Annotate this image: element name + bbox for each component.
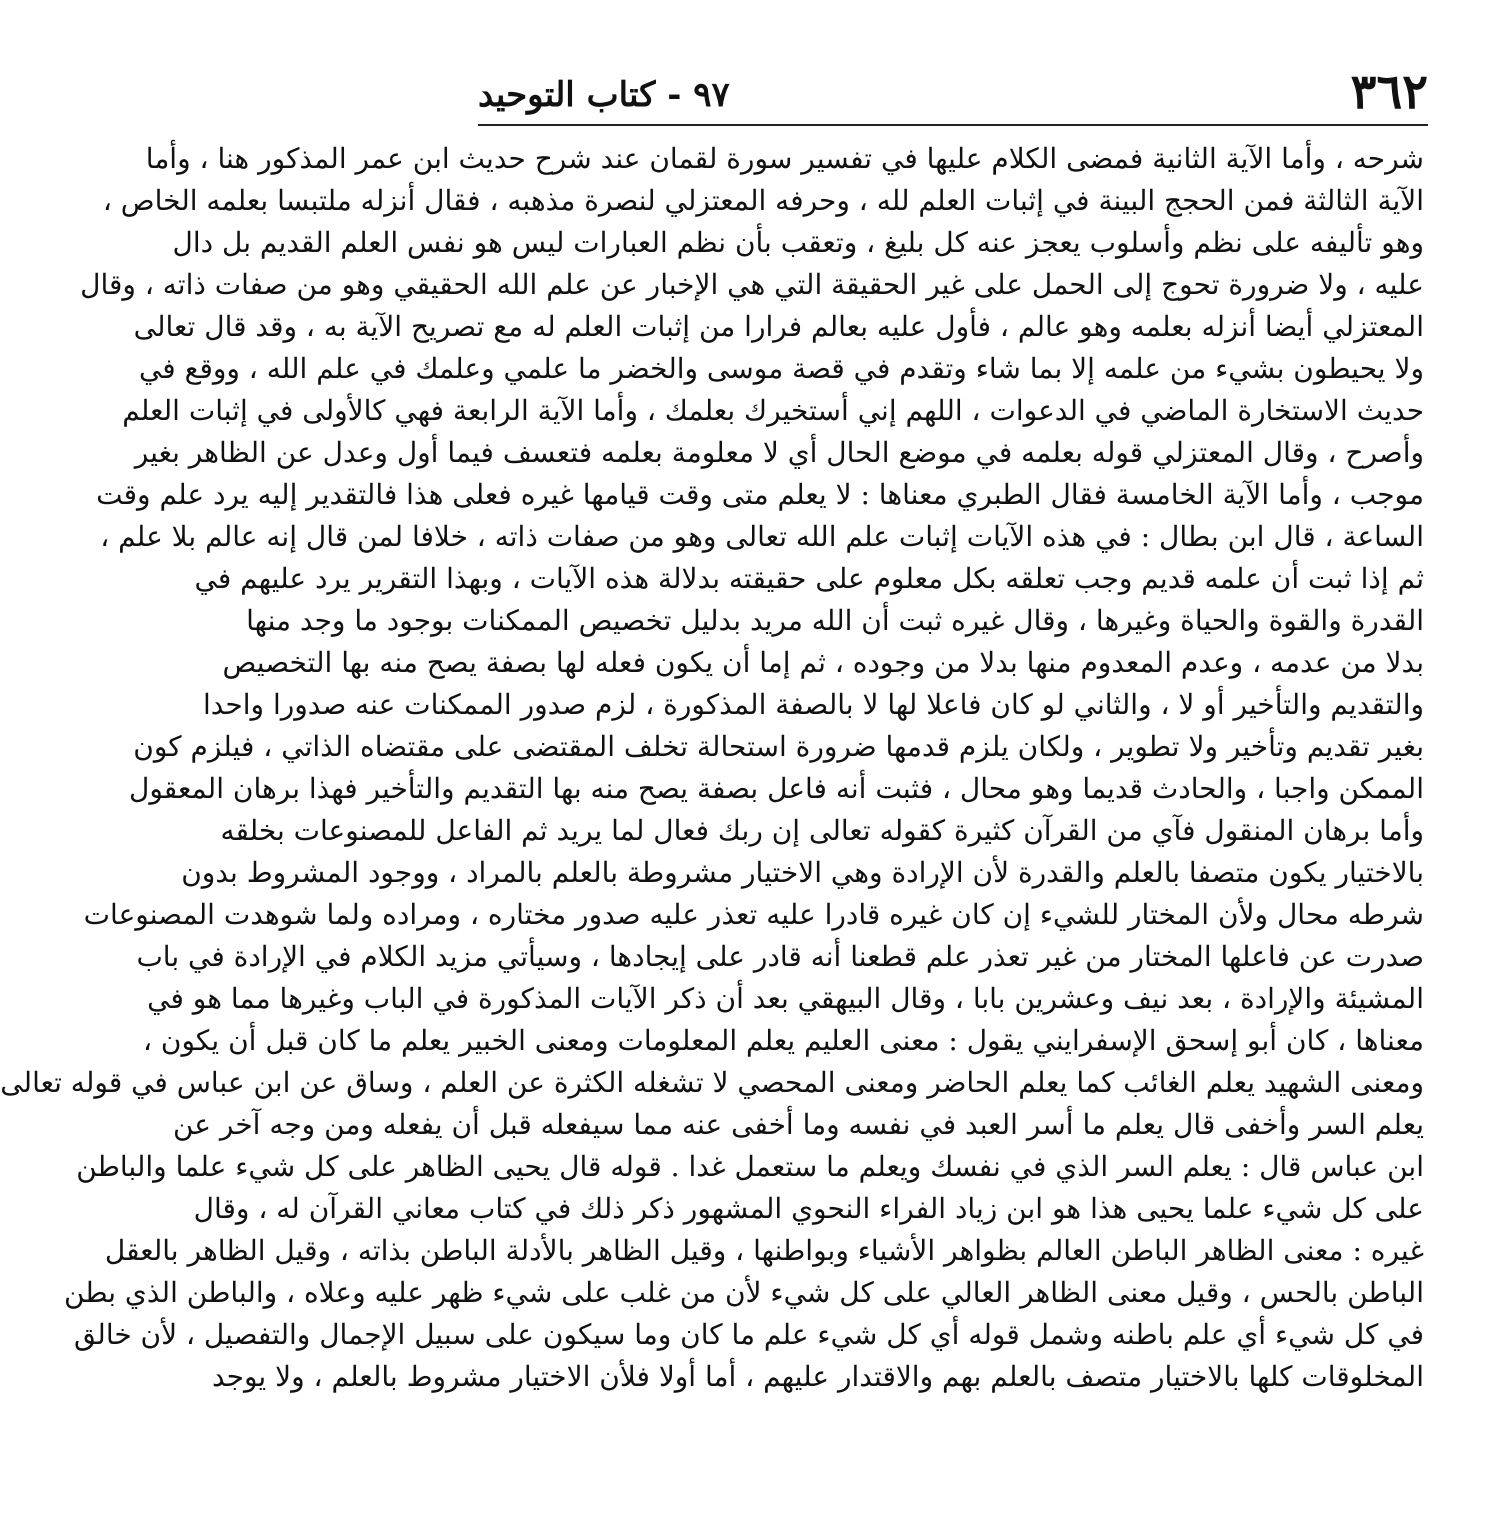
text-line: وأما برهان المنقول فآي من القرآن كثيرة كقوله تعالى إن ربك فعال لما يريد ثم الفاعل للمصنوعات بخلقه [220,814,1424,847]
text-line: ابن عباس قال : يعلم السر الذي في نفسك ويعلم ما ستعمل غدا . قوله قال يحيى الظاهر على كل شيء علما والباطن [76,1150,1424,1183]
text-line: المشيئة والإرادة ، بعد نيف وعشرين بابا ، وقال البيهقي بعد أن ذكر الآيات المذكورة في الباب وغيرها مما هو في [147,982,1424,1015]
text-line: يعلم السر وأخفى قال يعلم ما أسر العبد في نفسه وما أخفى عنه مما سيفعله قبل أن يفعله ومن وجه آخر عن [172,1108,1424,1141]
text-line: حديث الاستخارة الماضي في الدعوات ، اللهم إني أستخيرك بعلمك ، وأما الآية الرابعة فهي كالأولى في إثبات العلم [122,394,1424,427]
text-line: بغير تقديم وتأخير ولا تطوير ، ولكان يلزم قدمها ضرورة استحالة تخلف المقتضى على مقتضاه الذاتي ، فيلزم كون [133,730,1424,763]
text-line: المخلوقات كلها بالاختيار متصف بالعلم بهم والاقتدار عليهم ، أما أولا فلأن الاختيار مشروط بالعلم ، ولا يوجد [211,1360,1424,1393]
text-line: شرحه ، وأما الآية الثانية فمضى الكلام عليها في تفسير سورة لقمان عند شرح حديث ابن عمر المذكور هنا ، وأما [145,142,1424,175]
text-line: المعتزلي أيضا أنزله بعلمه وهو عالم ، فأول عليه بعالم فرارا من إثبات العلم له مع تصريح الآية به ، وقد قال تعالى [133,310,1424,343]
text-line: موجب ، وأما الآية الخامسة فقال الطبري معناها : لا يعلم متى وقت قيامها غيره فعلى هذا فالتقدير إليه يرد علم وقت [96,478,1424,511]
commentary-text [0,140,1424,1480]
text-line [474,1400,1424,1438]
text-line: القدرة والقوة والحياة وغيرها ، وقال غيره ثبت أن الله مريد بدليل تخصيص الممكنات بوجود ما وجد منها [246,604,1424,637]
text-line: ثم إذا ثبت أن علمه قديم وجب تعلقه بكل معلوم على حقيقته بدلالة هذه الآيات ، وبهذا التقرير يرد عليهم في [194,562,1424,595]
text-line: في كل شيء أي علم باطنه وشمل قوله أي كل شيء علم ما كان وما سيكون على سبيل الإجمال والتفصيل ، لأن خالق [73,1318,1424,1351]
text-line: بالاختيار يكون متصفا بالعلم والقدرة لأن الإرادة وهي الاختيار مشروطة بالعلم بالمراد ، ووجود المشروط بدون [181,856,1424,889]
text-line: الباطن بالحس ، وقيل معنى الظاهر العالي على كل شيء لأن من غلب على شيء ظهر عليه وعلاه ، والباطن الذي بطن [63,1276,1424,1309]
text-line: الساعة ، قال ابن بطال : في هذه الآيات إثبات علم الله تعالى وهو من صفات ذاته ، خلافا لمن قال إنه عالم بلا علم ، [100,520,1424,553]
text-line: وهو تأليفه على نظم وأسلوب يعجز عنه كل بليغ ، وتعقب بأن نظم العبارات ليس هو نفس العلم القديم بل دال [172,226,1424,259]
running-title: ٩٧ - كتاب التوحيد [478,75,730,115]
text-line: ولا يحيطون بشيء من علمه إلا بما شاء وتقدم في قصة موسى والخضر ما علمي وعلمك في علم الله ، ووقع في [138,352,1424,385]
text-line: الآية الثالثة فمن الحجج البينة في إثبات العلم لله ، وحرفه المعتزلي لنصرة مذهبه ، فقال أنزله ملتبسا بعلمه الخاص ، [102,184,1424,217]
page-header [478,64,1428,126]
text-line: على كل شيء علما يحيى هذا هو ابن زياد الفراء النحوي المشهور ذكر ذلك في كتاب معاني القرآن له ، وقال [193,1192,1424,1225]
text-line: معناها ، كان أبو إسحق الإسفرايني يقول : معنى العليم يعلم المعلومات ومعنى الخبير يعلم ما كان قبل أن يكون ، [142,1024,1424,1057]
text-line: وأصرح ، وقال المعتزلي قوله بعلمه في موضع الحال أي لا معلومة بعلمه فتعسف فيما أول وعدل عن الظاهر بغير [134,436,1424,469]
text-line: عليه ، ولا ضرورة تحوج إلى الحمل على غير الحقيقة التي هي الإخبار عن علم الله الحقيقي وهو من صفات ذاته ، وقال [80,268,1424,301]
page-number: ٣٦٢ [1350,64,1428,120]
text-line: غيره : معنى الظاهر الباطن العالم بظواهر الأشياء وبواطنها ، وقيل الظاهر بالأدلة الباطن بذاته ، وقيل الظاهر بالعقل [104,1234,1424,1267]
text-line: بدلا من عدمه ، وعدم المعدوم منها بدلا من وجوده ، ثم إما أن يكون فعله لها بصفة يصح منه بها التخصيص [222,646,1424,679]
text-line: شرطه محال ولأن المختار للشيء إن كان غيره قادرا عليه تعذر عليه صدور مختاره ، ومراده ولما شوهدت المصنوعات [83,898,1424,931]
text-line: الممكن واجبا ، والحادث قديما وهو محال ، فثبت أنه فاعل بصفة يصح منه بها التقديم والتأخير فهذا برهان المعقول [129,772,1424,805]
text-line: صدرت عن فاعلها المختار من غير تعذر علم قطعنا أنه قادر على إيجادها ، وسيأتي مزيد الكلام في الإرادة في باب [136,940,1424,973]
text-line: ومعنى الشهيد يعلم الغائب كما يعلم الحاضر ومعنى المحصي لا تشغله الكثرة عن العلم ، وساق عن ابن عباس في قوله تعالى [0,1066,1424,1099]
text-line: والتقديم والتأخير أو لا ، والثاني لو كان فاعلا لها لا بالصفة المذكورة ، لزم صدور الممكنات عنه صدورا واحدا [202,688,1424,721]
